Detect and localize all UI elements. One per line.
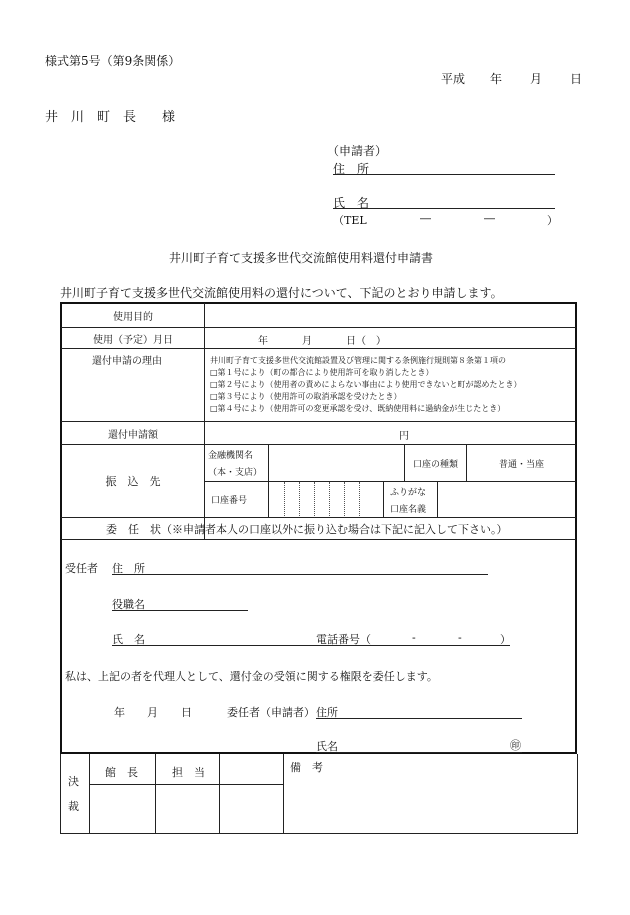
reason-option-1[interactable]: □第１号により（町の都合により使用許可を取り消したとき） — [210, 368, 434, 377]
use-date-day: 日（ ） — [346, 336, 386, 347]
form-title: 井川町子育て支援多世代交流館使用料還付申請書 — [169, 251, 434, 265]
delegator-label: 委任者（申請者） — [227, 706, 315, 719]
staff-stamp-box[interactable] — [156, 785, 219, 833]
agent-address-field[interactable] — [112, 560, 488, 575]
agent-name-label: 氏 名 — [112, 633, 145, 646]
tel-dash-2: ― — [484, 212, 495, 225]
account-name-field[interactable] — [438, 482, 576, 517]
agent-position-field[interactable] — [112, 596, 248, 611]
proxy-date-day: 日 — [181, 706, 192, 719]
addressee: 井 川 町 長 様 — [45, 110, 176, 125]
furigana-label: ふりがな — [390, 488, 427, 498]
agent-phone-label: 電話番号（ — [316, 633, 371, 646]
use-date-year: 年 — [258, 336, 268, 347]
proxy-date-month: 月 — [147, 706, 158, 719]
account-type-value[interactable]: 普通・当座 — [498, 459, 544, 470]
account-number-label: 口座番号 — [211, 496, 248, 506]
agent-label: 受任者 — [65, 562, 98, 575]
director-label: 館 長 — [105, 766, 138, 779]
proxy-date-year: 年 — [114, 706, 125, 719]
applicant-name-field[interactable] — [333, 194, 555, 209]
date-era: 平成 — [441, 72, 466, 86]
reason-option-3[interactable]: □第３号により（使用許可の取消承認を受けたとき） — [210, 392, 402, 401]
form-number: 様式第5号（第9条関係） — [45, 54, 181, 68]
reason-option-2[interactable]: □第２号により（使用者の責めによらない事由により使用できないと町が認めたとき） — [210, 380, 522, 389]
reason-line-intro: 井川町子育て支援多世代交流館設置及び管理に関する条例施行規則第８条第１項の — [210, 356, 506, 365]
amount-label: 還付申請額 — [108, 429, 158, 441]
date-day-label: 日 — [570, 72, 583, 86]
bank-label-1: 金融機関名 — [208, 451, 254, 461]
approval-label-2: 裁 — [68, 800, 79, 813]
reason-option-4[interactable]: □第４号により（使用許可の変更承認を受け、既納使用料に過納金が生じたとき） — [210, 404, 506, 413]
date-year-label: 年 — [490, 72, 503, 86]
applicant-heading: （申請者） — [327, 144, 388, 158]
purpose-label: 使用目的 — [113, 311, 153, 323]
agent-position-label: 役職名 — [112, 598, 145, 611]
bank-label-2: （本・支店） — [208, 468, 263, 478]
intro-text: 井川町子育て支援多世代交流館使用料の還付について、下記のとおり申請します。 — [60, 286, 503, 300]
tel-dash-1: ― — [420, 212, 431, 225]
applicant-tel-label: （TEL — [333, 214, 367, 227]
amount-unit: 円 — [399, 431, 409, 442]
reason-label: 還付申請の理由 — [92, 356, 162, 367]
phone-close: ） — [500, 633, 511, 646]
delegation-statement: 私は、上記の者を代理人として、還付金の受領に関する権限を委任します。 — [65, 670, 438, 683]
agent-address-label: 住 所 — [112, 562, 145, 575]
delegator-name-label: 氏名 — [316, 740, 338, 753]
director-stamp-box[interactable] — [90, 785, 155, 833]
proxy-heading: 委 任 状（※申請者本人の口座以外に振り込む場合は下記に記入して下さい。） — [106, 523, 508, 536]
phone-dash-1: - — [412, 631, 416, 644]
applicant-address-field[interactable] — [333, 160, 555, 175]
approval-label-1: 決 — [68, 775, 79, 788]
use-date-label: 使用（予定）月日 — [93, 334, 173, 346]
account-type-label: 口座の種類 — [412, 459, 458, 470]
use-date-month: 月 — [302, 336, 312, 347]
purpose-field[interactable] — [205, 303, 576, 327]
delegator-name-field[interactable] — [316, 738, 522, 753]
account-name-label: 口座名義 — [390, 505, 427, 515]
delegator-address-label: 住所 — [316, 706, 338, 719]
staff-label: 担 当 — [172, 766, 205, 779]
remarks-label: 備 考 — [290, 761, 323, 774]
extra-stamp-box[interactable] — [220, 755, 283, 833]
transfer-label: 振 込 先 — [105, 475, 161, 488]
delegator-address-field[interactable] — [316, 704, 522, 719]
applicant-name-label: 氏 名 — [333, 196, 370, 210]
date-month-label: 月 — [530, 72, 543, 86]
applicant-address-label: 住 所 — [333, 162, 370, 176]
tel-close: ） — [547, 214, 558, 227]
bank-name-field[interactable] — [269, 445, 404, 481]
seal-mark: ㊞ — [510, 739, 521, 752]
agent-name-field[interactable] — [112, 631, 510, 646]
phone-dash-2: - — [458, 631, 462, 644]
